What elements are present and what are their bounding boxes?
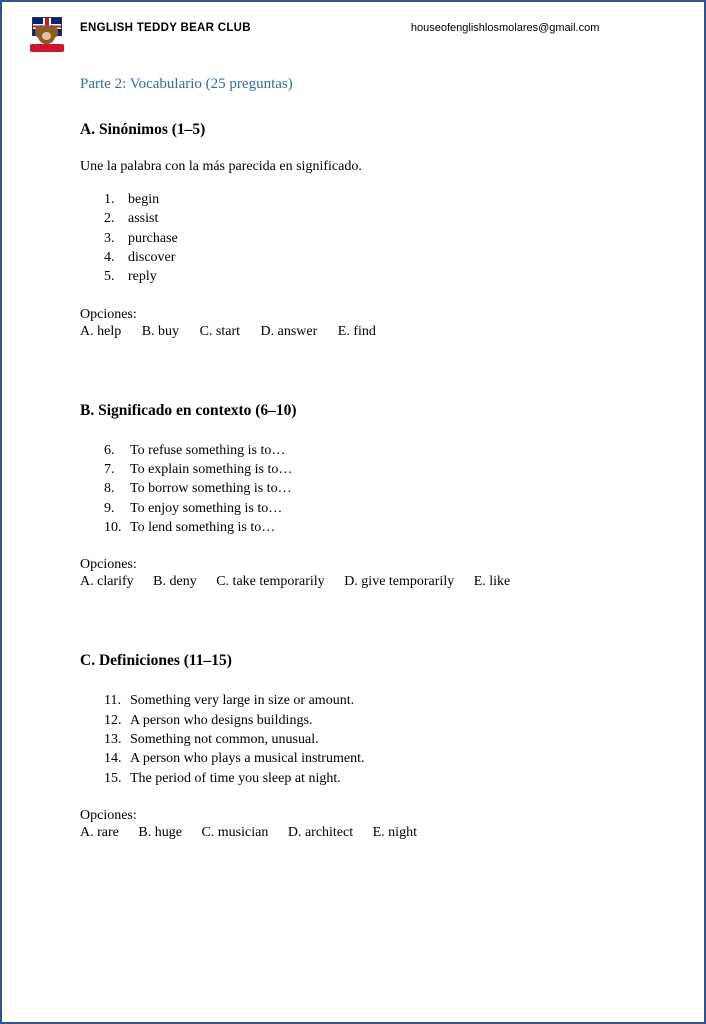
list-item: [104, 480, 658, 498]
option-a: A. clarify: [80, 574, 134, 590]
item-number: 2.: [104, 211, 115, 227]
list-item: [104, 692, 658, 710]
list-item: [104, 268, 658, 286]
option-b: B. buy: [141, 323, 180, 339]
item-text: begin: [128, 192, 160, 207]
union-jack-teddy-logo-icon: [30, 16, 64, 52]
option-e: E. night: [372, 824, 417, 840]
options-label-c: Opciones:: [80, 807, 137, 823]
item-text: discover: [128, 249, 176, 265]
item-text: A person who plays a musical instrument.: [130, 751, 365, 767]
item-number: 5.: [104, 269, 115, 285]
item-text: reply: [128, 269, 157, 285]
item-number: 15.: [104, 770, 122, 786]
item-text: To lend something is to…: [130, 519, 276, 535]
item-text: To refuse something is to…: [130, 442, 286, 458]
item-number: 12.: [104, 712, 122, 728]
item-number: 3.: [104, 230, 115, 246]
item-text: assist: [128, 211, 159, 227]
section-title-c: C. Definiciones (11–15): [80, 652, 232, 670]
option-d: D. architect: [287, 824, 354, 840]
item-number: 7.: [104, 461, 115, 477]
section-title-a: A. Sinónimos (1–5): [80, 121, 206, 138]
item-number: 10.: [104, 519, 122, 535]
document-header: [28, 12, 678, 58]
list-item: [104, 519, 658, 537]
item-number: 13.: [104, 731, 122, 747]
list-item: [104, 442, 658, 460]
option-b: B. deny: [153, 574, 197, 590]
item-text: The period of time you sleep at night.: [130, 770, 341, 786]
options-label-a: Opciones:: [80, 306, 137, 322]
item-text: Something very large in size or amount.: [130, 693, 355, 709]
list-item: [104, 461, 658, 479]
option-c: C. take temporarily: [216, 574, 325, 590]
option-d: D. answer: [260, 323, 318, 339]
list-item: [104, 210, 658, 228]
options-row-b: [80, 574, 658, 590]
item-number: 8.: [104, 481, 115, 497]
list-item: [104, 500, 658, 518]
question-list-c: [80, 692, 658, 788]
list-item: [104, 731, 658, 749]
option-c: C. musician: [201, 824, 269, 840]
part-title: Parte 2: Vocabulario (25 preguntas): [80, 76, 293, 92]
option-b: B. huge: [138, 824, 182, 840]
item-number: 1.: [104, 192, 115, 207]
item-text: A person who designs buildings.: [130, 712, 313, 728]
option-a: A. rare: [80, 824, 119, 840]
list-item: [104, 712, 658, 730]
item-number: 4.: [104, 249, 115, 265]
item-number: 6.: [104, 442, 115, 458]
list-item: [104, 750, 658, 768]
list-item: [104, 249, 658, 267]
document-body: [28, 76, 678, 841]
item-text: purchase: [128, 230, 178, 246]
list-item: [104, 770, 658, 788]
list-item: [104, 191, 658, 209]
item-text: To explain something is to…: [130, 461, 293, 477]
item-number: 11.: [104, 693, 121, 709]
option-d: D. give temporarily: [344, 574, 455, 590]
options-label-b: Opciones:: [80, 557, 137, 573]
club-name: ENGLISH TEDDY BEAR CLUB: [80, 22, 251, 34]
item-number: 14.: [104, 751, 122, 767]
option-c: C. start: [199, 323, 241, 339]
list-item: [104, 230, 658, 248]
option-a: A. help: [80, 323, 122, 339]
option-e: E. like: [473, 574, 511, 590]
item-number: 9.: [104, 500, 115, 516]
item-text: To enjoy something is to…: [130, 500, 283, 516]
option-e: E. find: [337, 323, 376, 339]
options-row-a: [80, 324, 658, 340]
section-instruction-a: Une la palabra con la más parecida en significado.: [80, 159, 362, 174]
contact-email: houseofenglishlosmolares@gmail.com: [410, 22, 600, 34]
section-title-b: B. Significado en contexto (6–10): [80, 401, 297, 419]
item-text: Something not common, unusual.: [130, 731, 319, 747]
item-text: To borrow something is to…: [130, 481, 292, 497]
question-list-a: [80, 191, 658, 287]
question-list-b: [80, 442, 658, 538]
options-row-c: [80, 825, 658, 841]
